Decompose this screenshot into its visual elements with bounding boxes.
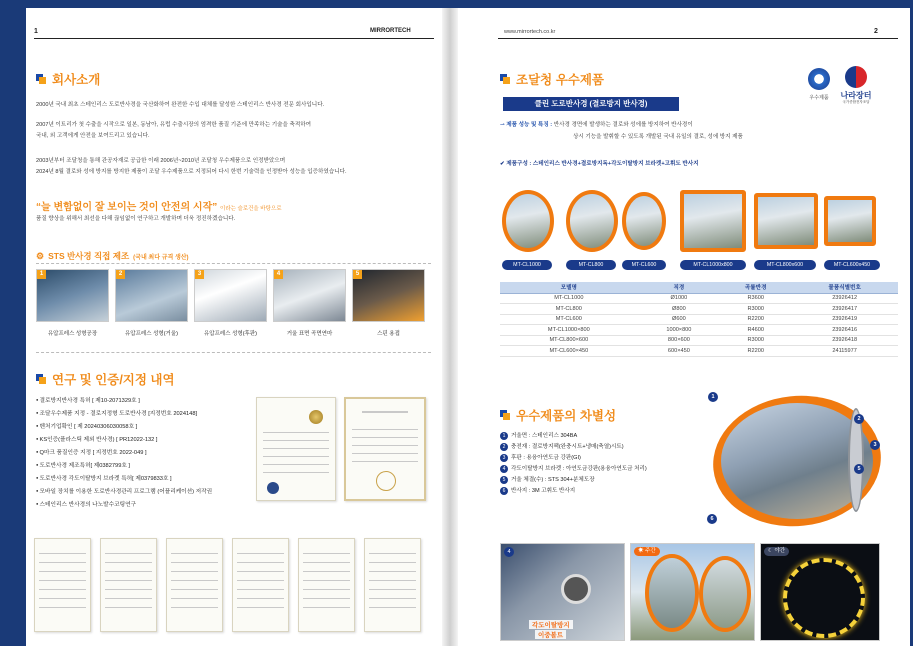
differentiation-list: [500, 431, 740, 497]
model-label: MT-CL600x450: [824, 260, 880, 270]
table-cell: 23926412: [791, 293, 898, 304]
model-label: MT-CL1000: [502, 260, 552, 270]
gear-icon: ⚙: [36, 250, 45, 261]
photo-number-badge: 4: [274, 270, 283, 279]
table-row: [500, 346, 898, 357]
left-page: [26, 8, 442, 646]
certification-item: ● 도로반사경 제조특허[ 제0382799호 ]: [36, 459, 286, 472]
diagram-callout: 3: [870, 440, 880, 450]
table-cell: 1000×800: [638, 325, 720, 336]
differentiation-item: [500, 453, 740, 464]
check-circle-icon: ✔: [500, 161, 505, 167]
factory-photo-caption: 유압프레스 성형(거울): [124, 331, 178, 337]
certificate-thumbnail: [298, 538, 355, 632]
sts-section-title: ⚙ STS 반사경 직접 제조 (국내 최다 규격 생산): [36, 250, 189, 261]
certification-item: ● 도로반사경 각도이탈방지 브라켓 특허[ 제0379833호 ]: [36, 472, 286, 485]
bracket-caption-2: 이중볼트: [535, 630, 566, 639]
naramarket-sublabel: 국가종합전자조달: [842, 100, 870, 104]
differentiation-item: [500, 442, 740, 453]
spec-table-header: 물품식별번호: [791, 282, 898, 293]
factory-photo-caption: 스핀 용접: [377, 331, 400, 337]
photo-number-badge: 3: [195, 270, 204, 279]
book-gutter: [442, 8, 458, 646]
diagram-callout: 2: [854, 414, 864, 424]
item-text: 각도이탈방지 브라켓 : 아연도금강판(용융아연도금 처리): [511, 466, 647, 472]
table-cell: MT-CL600: [500, 314, 638, 325]
patent-certificate-image: [256, 397, 336, 501]
mirror-product-image: [566, 190, 618, 252]
table-cell: 600×450: [638, 346, 720, 357]
table-cell: 23926417: [791, 304, 898, 315]
table-cell: R4600: [720, 325, 791, 336]
table-cell: 23926416: [791, 325, 898, 336]
model-label: MT-CL800x600: [754, 260, 816, 270]
company-paragraph-4: 품질 향상을 위해서 최선을 다해 끊임없이 연구하고 개발하며 더욱 정진하겠습니다.: [36, 216, 236, 222]
table-cell: R2200: [720, 314, 791, 325]
item-text: 충전재 : 결로방지팩(완충시트+냉매(축열)시트): [511, 444, 624, 450]
differentiation-section-title: 우수제품의 차별성: [500, 406, 616, 424]
right-page: [458, 8, 910, 646]
item-text: 후판 : 용융아연도금 강판(GI): [511, 455, 581, 461]
table-cell: MT-CL600×450: [500, 346, 638, 357]
item-text: 거울 체결(수) : STS 304+분체도장: [511, 477, 595, 483]
mirror-product-image: [680, 190, 746, 252]
diagram-callout: 6: [707, 514, 717, 524]
feature-line-1: ⊸ 제품 성능 및 특징 : 반사경 경면에 발생하는 결로와 성에를 방지하여 반사경이: [500, 122, 693, 128]
table-row: [500, 335, 898, 346]
dashed-divider: [36, 263, 431, 264]
factory-photo: [36, 269, 109, 322]
daytime-photo: [630, 543, 755, 641]
mirror-product-image: [502, 190, 554, 252]
dashed-divider: [36, 352, 431, 353]
bracket-bolt-detail: [561, 574, 591, 604]
table-cell: 23926419: [791, 314, 898, 325]
spec-table-header: 모델명: [500, 282, 638, 293]
diagram-callout: 1: [708, 392, 718, 402]
company-paragraph-2b: 국내, 외 고객에게 안전을 보여드리고 있습니다.: [36, 133, 150, 139]
item-number-badge: 2: [500, 443, 508, 451]
table-row: [500, 293, 898, 304]
mirror-product-image: [622, 192, 666, 250]
naramarket-logo: [845, 66, 867, 88]
item-text: 반사지 : 3M 고휘도 반사지: [511, 488, 576, 494]
certification-item: ● 조달우수제품 지정 - 결로지정형 도로반사경 [지정번호 2024148]: [36, 407, 286, 420]
excellence-certificate-image: [344, 397, 426, 501]
brand-name: MIRRORTECH: [370, 28, 411, 34]
table-cell: R3600: [720, 293, 791, 304]
factory-photo-caption: 유압프레스 성형(후판): [203, 331, 257, 337]
table-cell: R3000: [720, 304, 791, 315]
item-number-badge: 4: [500, 465, 508, 473]
model-label: MT-CL600: [622, 260, 666, 270]
table-cell: 24115977: [791, 346, 898, 357]
model-label: MT-CL1000x800: [680, 260, 746, 270]
product-composition: ✔ 제품구성 : 스테인리스 반사경+결로방지독+각도이탈방지 브라켓+고휘도 반사지: [500, 161, 699, 167]
mirror-diagram-backplate: [848, 408, 864, 512]
item-number-badge: 1: [500, 432, 508, 440]
certification-item: ● Q마크 품질인증 지정 [ 지정번호 2022-049 ]: [36, 446, 286, 459]
certificate-thumbnail: [34, 538, 91, 632]
differentiation-item: [500, 486, 740, 497]
bracket-photo: [500, 543, 625, 641]
model-label: MT-CL800: [566, 260, 616, 270]
table-cell: Ø600: [638, 314, 720, 325]
certificate-thumbnail: [364, 538, 421, 632]
section-square-icon: [36, 374, 46, 384]
table-cell: 800×600: [638, 335, 720, 346]
night-reflector-ring: [783, 558, 865, 638]
table-row: [500, 304, 898, 315]
excellent-product-label: 우수제품: [809, 95, 829, 101]
daytime-tag: ☀ 주간: [634, 547, 660, 556]
factory-photo: [194, 269, 267, 322]
table-cell: R3000: [720, 335, 791, 346]
mirror-product-image: [754, 193, 818, 249]
differentiation-item: [500, 475, 740, 486]
certificate-thumbnail: [166, 538, 223, 632]
website-url: www.mirrortech.co.kr: [504, 29, 556, 35]
procurement-section-title: 조달청 우수제품: [500, 70, 604, 88]
section-square-icon: [500, 74, 510, 84]
certificate-thumbnail: [232, 538, 289, 632]
item-number-badge: 3: [500, 454, 508, 462]
table-cell: R2200: [720, 346, 791, 357]
photo-number-badge: 5: [353, 270, 362, 279]
certification-item: ● 벤처기업확인 [ 제 20240306030058호 ]: [36, 420, 286, 433]
table-cell: Ø800: [638, 304, 720, 315]
factory-photo-caption: 거울 표면 곡면연마: [286, 331, 333, 337]
photo-number-badge: 4: [504, 547, 514, 557]
certification-item: ● 스테인리스 반사경의 나노발수코팅연구: [36, 498, 286, 511]
night-tag: ☾ 야간: [764, 547, 789, 556]
header-rule: [498, 38, 898, 39]
excellent-product-logo: [808, 68, 830, 90]
photo-number-badge: 2: [116, 270, 125, 279]
differentiation-item: [500, 464, 740, 475]
nighttime-photo: [760, 543, 880, 641]
table-cell: MT-CL1000×800: [500, 325, 638, 336]
factory-photo: [115, 269, 188, 322]
item-number-badge: 6: [500, 487, 508, 495]
day-mirror-small: [645, 554, 699, 632]
research-section-title: 연구 및 인증/지정 내역: [36, 370, 175, 388]
photo-number-badge: 1: [37, 270, 46, 279]
table-cell: Ø1000: [638, 293, 720, 304]
page-number-left: 1: [34, 28, 38, 35]
differentiation-item: [500, 431, 740, 442]
certificate-thumbnail: [100, 538, 157, 632]
table-cell: MT-CL800×600: [500, 335, 638, 346]
table-row: [500, 325, 898, 336]
slogan-quote: “늘 변함없이 잘 보이는 것이 안전의 시작” 이라는 슬로건을 바탕으로: [36, 202, 282, 213]
certification-item: ● KS인증(플라스틱 제외 반사경) [ PR12022-132 ]: [36, 433, 286, 446]
page-number-right: 2: [874, 28, 878, 35]
certification-list: [36, 394, 286, 511]
product-name-bar: 클린 도로반사경 (결로방지 반사경): [503, 97, 679, 111]
day-mirror-large: [699, 556, 751, 632]
key-icon: ⊸: [500, 122, 505, 128]
section-square-icon: [36, 74, 46, 84]
factory-photo: [352, 269, 425, 322]
header-rule: [34, 38, 434, 39]
section-square-icon: [500, 410, 510, 420]
factory-photo-caption: 유압프레스 성형공장: [47, 331, 98, 337]
diagram-callout: 5: [854, 464, 864, 474]
table-row: [500, 314, 898, 325]
mirror-product-image: [824, 196, 876, 246]
company-paragraph-1: 2000년 국내 최초 스테인리스 도로반사경을 국산화하여 완전한 수입 대체를 달성한 스테인리스 반사경 전문 회사입니다.: [36, 102, 325, 108]
emblem-icon: [267, 482, 279, 494]
sun-icon: ☀: [638, 548, 644, 554]
item-text: 거울면 : 스테인리스 304BA: [511, 433, 578, 439]
table-cell: MT-CL1000: [500, 293, 638, 304]
spec-table: [500, 282, 898, 357]
table-cell: MT-CL800: [500, 304, 638, 315]
spec-table-header: 직경: [638, 282, 720, 293]
moon-icon: ☾: [768, 548, 773, 554]
spec-table-header: 곡률반경: [720, 282, 791, 293]
company-section-title: 회사소개: [36, 70, 100, 88]
stamp-icon: [376, 471, 396, 491]
company-paragraph-2a: 2007년 이트리가 첫 수출을 시작으로 일본, 동남아, 유럽 수출시장의 엄격한 품질 기준에 만족하는 기술을 축적하여: [36, 122, 312, 128]
factory-photo: [273, 269, 346, 322]
company-paragraph-3b: 2024년 8월 결로와 성에 방지를 방지한 제품이 조달 우수제품으로 지정되어 다시 한번 기술력을 인정받아 성능을 입증하였습니다.: [36, 169, 347, 175]
gold-seal-icon: [309, 410, 323, 424]
certification-item: ● 모바일 장치를 이용한 도로반사경관리 프로그램 (어플리케이션) 저작권: [36, 485, 286, 498]
company-paragraph-3a: 2003년부터 조달청을 통해 관공자재로 공급한 이래 2006년~2010년 조달청 우수제품으로 인정받았으며: [36, 158, 286, 164]
feature-line-2: 상시 기능을 발휘할 수 있도록 개발된 국내 유일의 결로, 성에 방지 제품: [573, 134, 743, 140]
naramarket-label: 나라장터: [840, 91, 872, 100]
table-cell: 23926418: [791, 335, 898, 346]
certification-item: ● 결로방지반사경 특허 [ 제10-2071329호 ]: [36, 394, 286, 407]
bracket-caption-1: 각도이탈방지: [529, 620, 573, 629]
item-number-badge: 5: [500, 476, 508, 484]
